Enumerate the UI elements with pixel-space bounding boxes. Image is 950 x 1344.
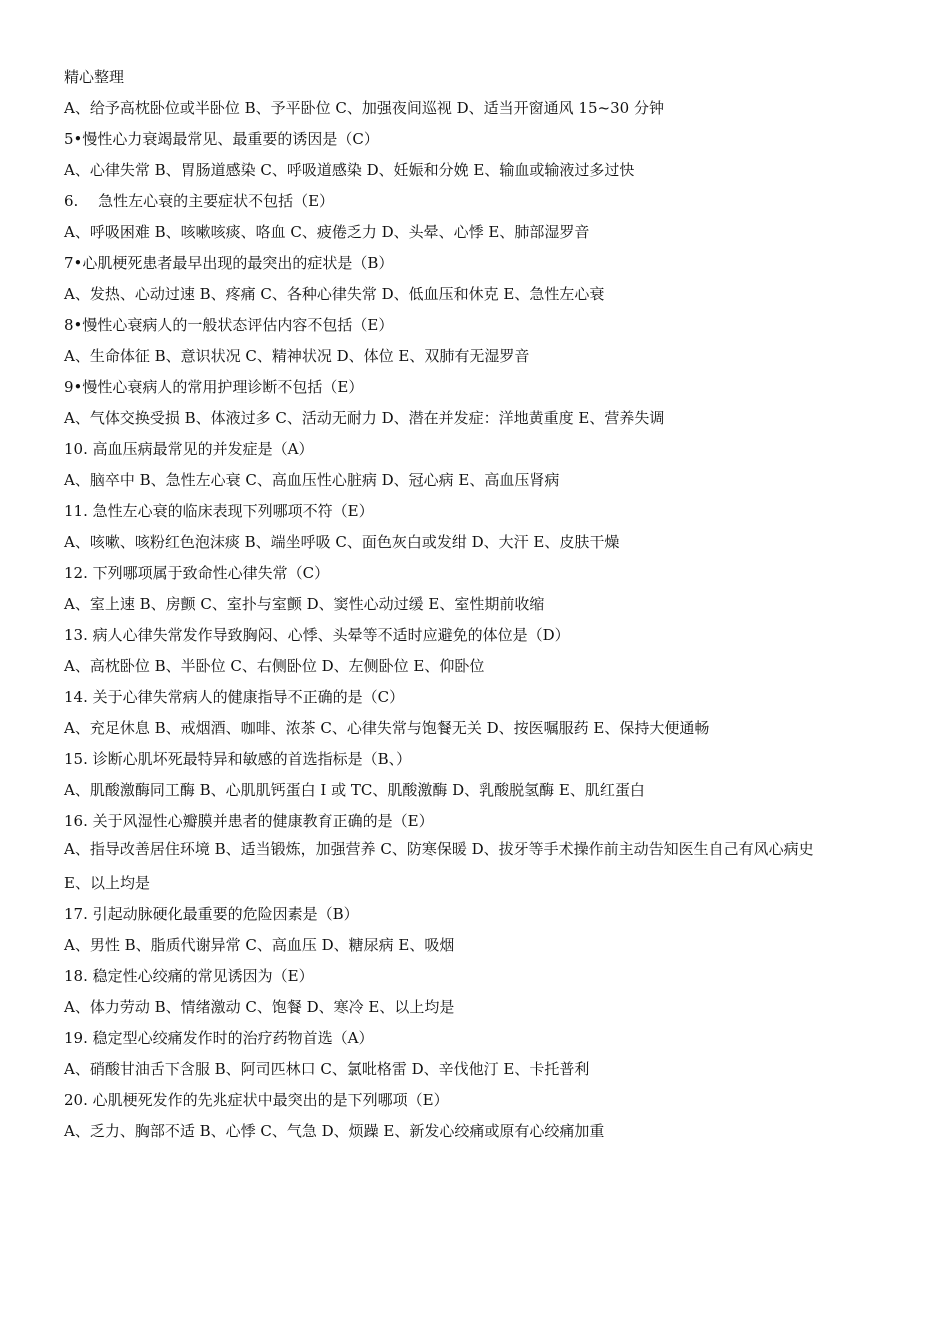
options-line: A、高枕卧位 B、半卧位 C、右侧卧位 D、左侧卧位 E、仰卧位 xyxy=(64,657,485,675)
question-9: 9•慢性心衰病人的常用护理诊断不包括（E） xyxy=(64,378,364,396)
question-10: 10. 高血压病最常见的并发症是（A） xyxy=(64,440,314,458)
question-12: 12. 下列哪项属于致命性心律失常（C） xyxy=(64,564,330,582)
options-line: A、体力劳动 B、情绪激动 C、饱餐 D、寒冷 E、以上均是 xyxy=(64,998,455,1016)
question-6: 6. 急性左心衰的主要症状不包括（E） xyxy=(64,192,335,210)
page-header: 精心整理 xyxy=(64,68,125,86)
options-line: E、以上均是 xyxy=(64,874,150,892)
options-line: A、男性 B、脂质代谢异常 C、高血压 D、糖尿病 E、吸烟 xyxy=(64,936,455,954)
document-page xyxy=(64,66,884,1151)
question-16: 16. 关于风湿性心瓣膜并患者的健康教育正确的是（E） xyxy=(64,812,434,830)
question-15: 15. 诊断心肌坏死最特异和敏感的首选指标是（B、） xyxy=(64,750,412,768)
options-line: A、脑卒中 B、急性左心衰 C、高血压性心脏病 D、冠心病 E、高血压肾病 xyxy=(64,471,560,489)
options-line: A、生命体征 B、意识状况 C、精神状况 D、体位 E、双肺有无湿罗音 xyxy=(64,347,530,365)
options-line: A、室上速 B、房颤 C、室扑与室颤 D、窦性心动过缓 E、室性期前收缩 xyxy=(64,595,545,613)
question-13: 13. 病人心律失常发作导致胸闷、心悸、头晕等不适时应避免的体位是（D） xyxy=(64,626,570,644)
question-8: 8•慢性心衰病人的一般状态评估内容不包括（E） xyxy=(64,316,394,334)
options-line: A、充足休息 B、戒烟酒、咖啡、浓茶 C、心律失常与饱餐无关 D、按医嘱服药 E、保持大便通畅 xyxy=(64,719,710,737)
question-7: 7•心肌梗死患者最早出现的最突出的症状是（B） xyxy=(64,254,394,272)
options-line: A、乏力、胸部不适 B、心悸 C、气急 D、烦躁 E、新发心绞痛或原有心绞痛加重 xyxy=(64,1122,605,1140)
question-17: 17. 引起动脉硬化最重要的危险因素是（B） xyxy=(64,905,359,923)
options-line: A、发热、心动过速 B、疼痛 C、各种心律失常 D、低血压和休克 E、急性左心衰 xyxy=(64,285,605,303)
question-18: 18. 稳定性心绞痛的常见诱因为（E） xyxy=(64,967,314,985)
options-line: A、呼吸困难 B、咳嗽咳痰、咯血 C、疲倦乏力 D、头晕、心悸 E、肺部湿罗音 xyxy=(64,223,590,241)
question-14: 14. 关于心律失常病人的健康指导不正确的是（C） xyxy=(64,688,405,706)
options-line: A、给予高枕卧位或半卧位 B、予平卧位 C、加强夜间巡视 D、适当开窗通风 15~30 分钟 xyxy=(64,99,664,117)
question-20: 20. 心肌梗死发作的先兆症状中最突出的是下列哪项（E） xyxy=(64,1091,449,1109)
options-line: A、指导改善居住环境 B、适当锻炼，加强营养 C、防寒保暖 D、拔牙等手术操作前主动告知医生自己有风心病史 xyxy=(64,840,814,858)
options-line: A、肌酸激酶同工酶 B、心肌肌钙蛋白 I 或 TC、肌酸激酶 D、乳酸脱氢酶 E、肌红蛋白 xyxy=(64,781,645,799)
question-5: 5•慢性心力衰竭最常见、最重要的诱因是（C） xyxy=(64,130,379,148)
options-line: A、气体交换受损 B、体液过多 C、活动无耐力 D、潜在并发症：洋地黄重度 E、营养失调 xyxy=(64,409,665,427)
options-line: A、咳嗽、咳粉红色泡沫痰 B、端坐呼吸 C、面色灰白或发绀 D、大汗 E、皮肤干燥 xyxy=(64,533,620,551)
question-11: 11. 急性左心衰的临床表现下列哪项不符（E） xyxy=(64,502,374,520)
options-line: A、硝酸甘油舌下含服 B、阿司匹林口 C、氯吡格雷 D、辛伐他汀 E、卡托普利 xyxy=(64,1060,590,1078)
question-19: 19. 稳定型心绞痛发作时的治疗药物首选（A） xyxy=(64,1029,374,1047)
options-line: A、心律失常 B、胃肠道感染 C、呼吸道感染 D、妊娠和分娩 E、输血或输液过多过快 xyxy=(64,161,635,179)
